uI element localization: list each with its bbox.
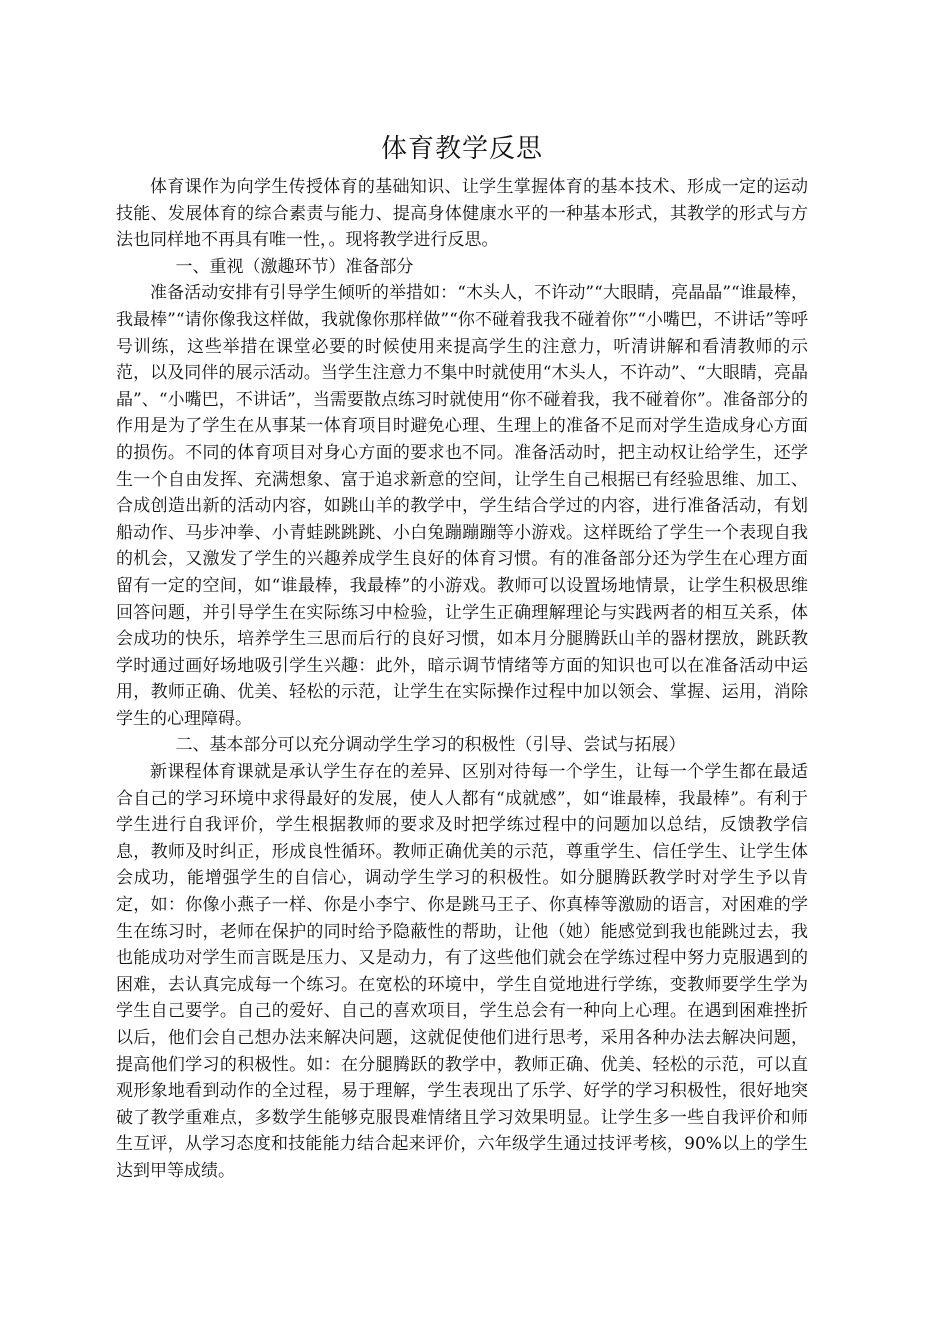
section-2-body: 新课程体育课就是承认学生存在的差异、区别对待每一个学生，让每一个学生都在最适合自己的学习环境中求得最好的发展，使人人都有“成就感”，如“谁最棒，我最棒”。有利于学生进行自我评价，学生根据教师的要求及时把学练过程中的问题加以总结，反馈教学信息，教师及时纠正，形成良性循环。教师正确优美的示范，尊重学生、信任学生、让学生体会成功，能增强学生的自信心，调动学生学习的积极性。如分腿腾跃教学时对学生予以肯定，如：你像小燕子一样、你是小李宁、你是跳马王子、你真棒等激励的语言，对困难的学生在练习时，老师在保护的同时给予隐蔽性的帮助，让他（她）能感觉到我也能跳过去，我也能成功对学生而言既是压力、又是动力，有了这些他们就会在学练过程中努力克服遇到的困难，去认真完成每一个练习。在宽松的环境中，学生自觉地进行学练，变教师要学生学为学生自己要学。自己的爱好、自己的喜欢项目，学生总会有一种向上心理。在遇到困难挫折以后，他们会自己想办法来解决问题，这就促使他们进行思考，采用各种办法去解决问题，提高他们学习的积极性。如：在分腿腾跃的教学中，教师正确、优美、轻松的示范，可以直观形象地看到动作的全过程，易于理解，学生表现出了乐学、好学的学习积极性，很好地突破了教学重难点，多数学生能够克服畏难情绪且学习效果明显。让学生多一些自我评价和师生互评，从学习态度和技能能力结合起来评价，六年级学生通过技评考核，90%以上的学生达到甲等成绩。 <box>116 762 808 1181</box>
section-2-heading: 二、基本部分可以充分调动学生学习的积极性（引导、尝试与拓展） <box>175 735 686 756</box>
section-1-heading: 一、重视（激趣环节）准备部分 <box>175 256 414 277</box>
section-1-body: 准备活动安排有引导学生倾听的举措如：“木头人，不许动”“大眼睛，亮晶晶”“谁最棒，我最棒”“请你像我这样做，我就像你那样做”“你不碰着我我不碰着你”“小嘴巴，不讲话”等呼号训练，这些举措在课堂必要的时候使用来提高学生的注意力，听清讲解和看清教师的示范，以及同伴的展示活动。当学生注意力不集中时就使用“木头人，不许动”、“大眼睛，亮晶晶”、“小嘴巴，不讲话”，当需要散点练习时就使用“你不碰着我，我不碰着你”。准备部分的作用是为了学生在从事某一体育项目时避免心理、生理上的准备不足而对学生造成身心方面的损伤。不同的体育项目对身心方面的要求也不同。准备活动时，把主动权让给学生，还学生一个自由发挥、充满想象、富于追求新意的空间，让学生自己根据已有经验思维、加工、合成创造出新的活动内容，如跳山羊的教学中，学生结合学过的内容，进行准备活动，有划船动作、马步冲拳、小青蛙跳跳跳、小白兔蹦蹦蹦等小游戏。这样既给了学生一个表现自我的机会，又激发了学生的兴趣养成学生良好的体育习惯。有的准备部分还为学生在心理方面留有一定的空间，如“谁最棒，我最棒”的小游戏。教师可以设置场地情景，让学生积极思维回答问题，并引导学生在实际练习中检验，让学生正确理解理论与实践两者的相互关系，体会成功的快乐，培养学生三思而后行的良好习惯，如本月分腿腾跃山羊的器材摆放，跳跃教学时通过画好场地吸引学生兴趣：此外，暗示调节情绪等方面的知识也可以在准备活动中运用，教师正确、优美、轻松的示范，让学生在实际操作过程中加以领会、掌握、运用，消除学生的心理障碍。 <box>116 283 808 729</box>
document-title: 体育教学反思 <box>380 134 543 164</box>
intro-paragraph: 体育课作为向学生传授体育的基础知识、让学生掌握体育的基本技术、形成一定的运动技能、发展体育的综合素责与能力、提高身体健康水平的一种基本形式，其教学的形式与方法也同样地不再具有唯一性，。现将教学进行反思。 <box>116 177 808 251</box>
document-page <box>116 130 808 1185</box>
